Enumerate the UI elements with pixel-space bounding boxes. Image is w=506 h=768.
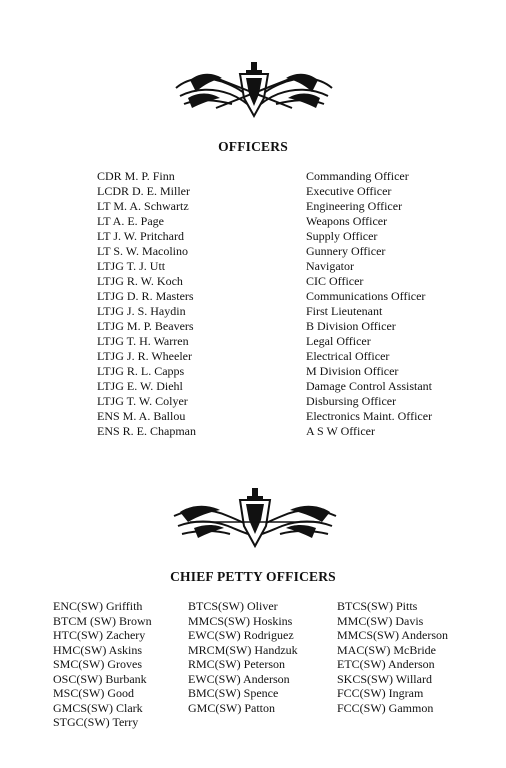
chief-petty-officer: BTCM (SW) Brown — [53, 613, 152, 628]
officer-title: Engineering Officer — [306, 199, 403, 213]
chief-petty-officer: EWC(SW) Rodriguez — [188, 628, 294, 642]
officer-name: LTJG T. W. Colyer — [97, 394, 188, 408]
chief-petty-officer: EWC(SW) Anderson — [188, 671, 290, 686]
officer-title: A S W Officer — [306, 424, 375, 438]
officer-name: LT J. W. Pritchard — [97, 229, 185, 243]
chief-petty-officers-heading: CHIEF PETTY OFFICERS — [170, 569, 336, 584]
officer-title: CIC Officer — [306, 274, 364, 288]
officer-name: LTJG T. J. Utt — [97, 259, 166, 273]
chief-petty-officer: MMC(SW) Davis — [337, 613, 424, 628]
chief-petty-officer: HMC(SW) Askins — [53, 642, 143, 657]
officer-name: ENS M. A. Ballou — [97, 409, 186, 423]
officer-title: Supply Officer — [306, 229, 378, 243]
officer-name: LTJG J. R. Wheeler — [97, 349, 192, 363]
officers-heading: OFFICERS — [218, 139, 288, 154]
chief-petty-officer: ETC(SW) Anderson — [337, 657, 435, 671]
chief-petty-officer: GMC(SW) Patton — [188, 700, 275, 715]
chief-petty-officer: BMC(SW) Spence — [188, 686, 279, 700]
officer-name: ENS R. E. Chapman — [97, 424, 196, 438]
officer-title: First Lieutenant — [306, 304, 383, 318]
officer-title: Damage Control Assistant — [306, 379, 432, 393]
chief-petty-officer: FCC(SW) Gammon — [337, 700, 434, 715]
chief-petty-officer: BTCS(SW) Pitts — [337, 599, 418, 613]
chief-petty-officer: SMC(SW) Groves — [53, 657, 142, 671]
chief-petty-officer: OSC(SW) Burbank — [53, 671, 147, 686]
chief-petty-officer: BTCS(SW) Oliver — [188, 599, 278, 613]
officer-title: B Division Officer — [306, 319, 396, 333]
officer-name: LTJG D. R. Masters — [97, 289, 194, 303]
enlisted-surface-warfare-insignia-icon — [170, 486, 340, 550]
chief-petty-officer: ENC(SW) Griffith — [53, 599, 143, 613]
officer-name: CDR M. P. Finn — [97, 169, 175, 183]
officer-name: LT S. W. Macolino — [97, 244, 189, 258]
officer-title: M Division Officer — [306, 364, 399, 378]
chief-petty-officer: SKCS(SW) Willard — [337, 671, 432, 686]
officer-name: LTJG R. W. Koch — [97, 274, 183, 288]
officer-name: LTJG J. S. Haydin — [97, 304, 186, 318]
officer-title: Communications Officer — [306, 289, 426, 303]
officer-title: Commanding Officer — [306, 169, 409, 183]
cpo-column-1 — [53, 599, 152, 730]
chief-petty-officer: RMC(SW) Peterson — [188, 657, 285, 671]
chief-petty-officer: FCC(SW) Ingram — [337, 686, 424, 700]
officer-title: Electrical Officer — [306, 349, 390, 363]
officer-name: LT A. E. Page — [97, 214, 165, 228]
officer-title: Electronics Maint. Officer — [306, 409, 433, 423]
chief-petty-officer: MAC(SW) McBride — [337, 642, 436, 657]
chief-petty-officer: MRCM(SW) Handzuk — [188, 642, 298, 657]
surface-warfare-insignia-icon — [170, 58, 338, 122]
officer-name: LTJG R. L. Capps — [97, 364, 185, 378]
chief-petty-officer: GMCS(SW) Clark — [53, 700, 143, 715]
officer-name: LTJG E. W. Diehl — [97, 379, 183, 393]
chief-petty-officer: MSC(SW) Good — [53, 686, 135, 700]
officer-name: LTJG T. H. Warren — [97, 334, 189, 348]
officer-titles-column — [306, 169, 432, 439]
chief-petty-officer: MMCS(SW) Hoskins — [188, 613, 293, 628]
officer-title: Navigator — [306, 259, 354, 273]
officer-title: Weapons Officer — [306, 214, 388, 228]
officer-title: Executive Officer — [306, 184, 392, 198]
officer-title: Gunnery Officer — [306, 244, 386, 258]
chief-petty-officer: HTC(SW) Zachery — [53, 628, 146, 642]
cpo-column-3 — [337, 599, 448, 715]
chief-petty-officer: MMCS(SW) Anderson — [337, 628, 449, 642]
officer-names-column — [97, 169, 196, 439]
officer-name: LTJG M. P. Beavers — [97, 319, 194, 333]
cpo-column-2 — [188, 599, 298, 715]
officer-name: LT M. A. Schwartz — [97, 199, 189, 213]
officer-title: Disbursing Officer — [306, 394, 397, 408]
chief-petty-officer: STGC(SW) Terry — [53, 715, 139, 729]
officer-name: LCDR D. E. Miller — [97, 184, 190, 198]
officer-title: Legal Officer — [306, 334, 371, 348]
